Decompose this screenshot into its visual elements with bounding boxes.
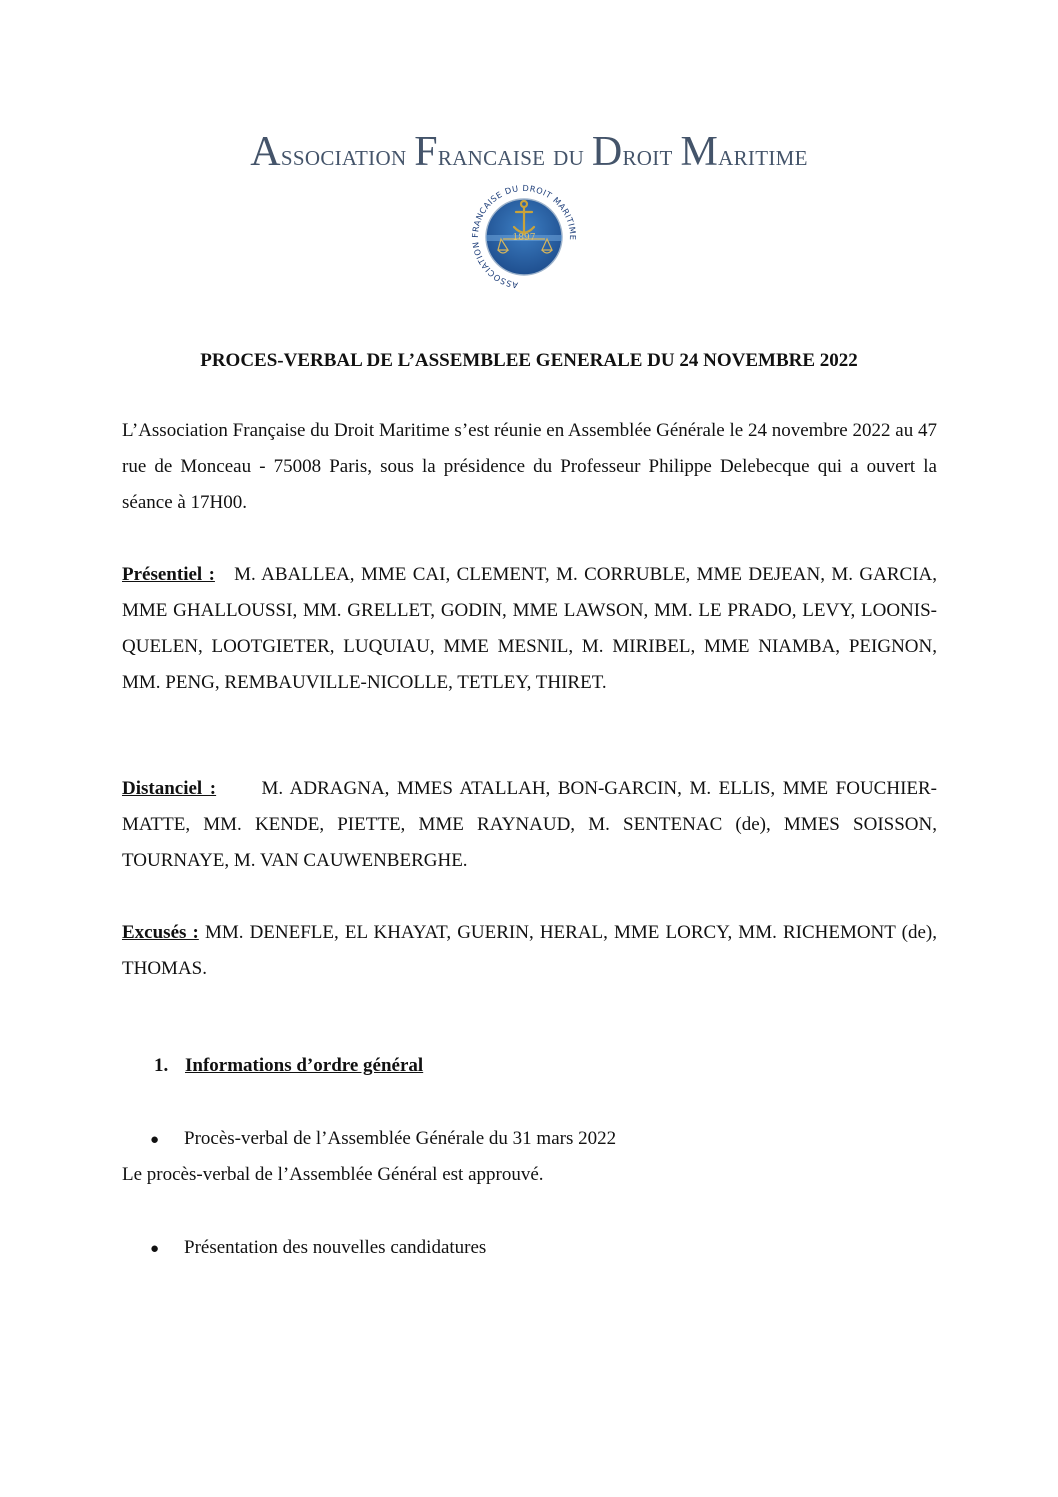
list-item-text: Présentation des nouvelles candidatures: [184, 1237, 487, 1258]
distanciel-label: Distanciel :: [122, 778, 217, 799]
section-number: 1.: [154, 1055, 169, 1076]
excuses-names: MM. DENEFLE, EL KHAYAT, GUERIN, HERAL, MME LORCY, MM. RICHEMONT (de), THOMAS.: [122, 922, 937, 979]
title-initial: F: [414, 129, 438, 175]
presentiel-names: M. ABALLEA, MME CAI, CLEMENT, M. CORRUBLE, MME DEJEAN, M. GARCIA, MME GHALLOUSSI, MM. GRELLET, GODIN, MME LAWSON, MM. LE PRADO, LEVY, LOONIS-QUELEN, LOOTGIETER, LUQUIAU, MME MESNIL, M. MIRIBEL, MME NIAMBA, PEIGNON, MM. PENG, REMBAUVILLE-NICOLLE, TETLEY, THIRET.: [122, 564, 937, 693]
excuses-paragraph: [122, 915, 937, 987]
presentiel-label: Présentiel :: [122, 564, 215, 585]
section-1-heading: [154, 1055, 423, 1077]
intro-paragraph: L’Association Française du Droit Maritime s’est réunie en Assemblée Générale le 24 novembre 2022 au 47 rue de Monceau - 75008 Paris, sous la présidence du Professeur Philippe Delebecque qui a ouvert la séance à 17H00.: [122, 420, 937, 513]
distanciel-names: M. ADRAGNA, MMES ATALLAH, BON-GARCIN, M. ELLIS, MME FOUCHIER-MATTE, MM. KENDE, PIETTE, MME RAYNAUD, M. SENTENAC (de), MMES SOISSON, TOURNAYE, M. VAN CAUWENBERGHE.: [122, 778, 937, 871]
title-word: rancaise du: [437, 139, 592, 172]
bullet-icon: ●: [150, 1132, 160, 1148]
association-seal-logo: [465, 182, 583, 292]
title-word: aritime: [718, 139, 808, 172]
approval-statement: Le procès-verbal de l’Assemblée Général est approuvé.: [122, 1164, 544, 1185]
presentiel-paragraph: [122, 557, 937, 701]
seal-ring-text: ASSOCIATION FRANCAISE DU DROIT MARITIME: [469, 182, 579, 291]
title-word: roit: [622, 139, 681, 172]
section-heading-text: Informations d’ordre général: [185, 1055, 424, 1076]
title-initial: D: [591, 129, 623, 175]
list-item: [150, 1237, 486, 1259]
list-item: [150, 1128, 616, 1150]
bullet-icon: ●: [150, 1241, 160, 1257]
association-name: [0, 128, 1058, 176]
title-word: ssociation: [280, 139, 415, 172]
title-initial: M: [680, 129, 719, 175]
seal-year: 1897: [512, 233, 536, 243]
distanciel-paragraph: [122, 771, 937, 879]
excuses-label: Excusés :: [122, 922, 199, 943]
document-title: PROCES-VERBAL DE L’ASSEMBLEE GENERALE DU 24 NOVEMBRE 2022: [200, 350, 858, 371]
list-item-text: Procès-verbal de l’Assemblée Générale du 31 mars 2022: [184, 1128, 617, 1149]
title-initial: A: [250, 129, 281, 175]
